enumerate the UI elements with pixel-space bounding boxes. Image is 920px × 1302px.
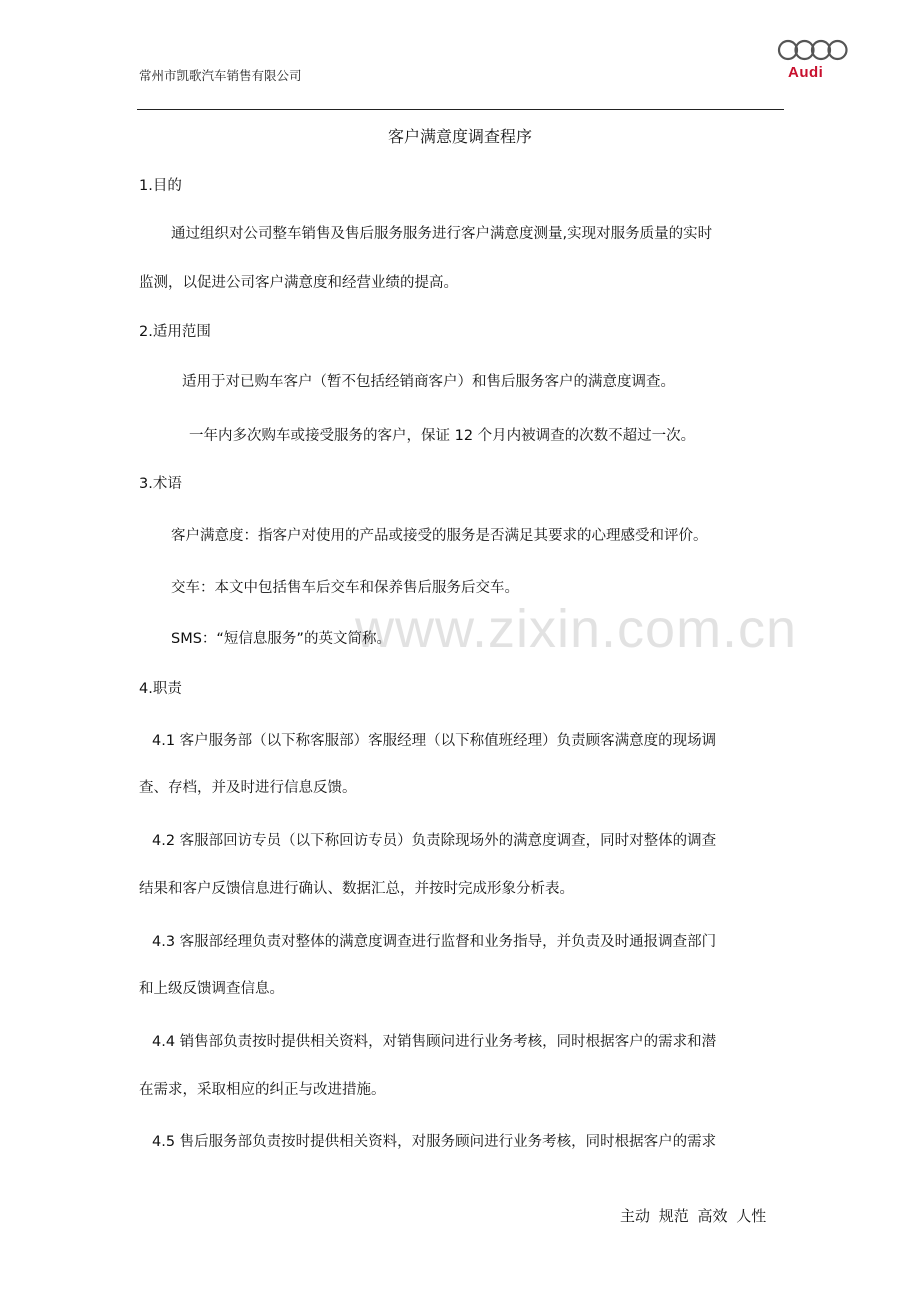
audi-logo xyxy=(777,38,849,82)
duty-4-4-line-1: 4.4 销售部负责按时提供相关资料，对销售顾问进行业务考核，同时根据客户的需求和潜 xyxy=(152,1034,717,1050)
audi-wordmark: Audi xyxy=(788,64,824,81)
scope-line-2: 一年内多次购车或接受服务的客户，保证 12 个月内被调查的次数不超过一次。 xyxy=(189,428,696,444)
duty-4-3-line-2: 和上级反馈调查信息。 xyxy=(139,981,284,997)
document-title: 客户满意度调查程序 xyxy=(387,127,532,146)
purpose-line-2: 监测，以促进公司客户满意度和经营业绩的提高。 xyxy=(139,275,458,291)
terms-line-3: SMS：“短信息服务”的英文简称。 xyxy=(171,631,391,647)
purpose-line-1: 通过组织对公司整车销售及售后服务服务进行客户满意度测量,实现对服务质量的实时 xyxy=(171,226,713,242)
section-heading-duties: 4.职责 xyxy=(139,681,182,697)
terms-line-1: 客户满意度：指客户对使用的产品或接受的服务是否满足其要求的心理感受和评价。 xyxy=(171,528,708,544)
duty-4-1-line-1: 4.1 客户服务部（以下称客服部）客服经理（以下称值班经理）负责顾客满意度的现场调 xyxy=(152,733,717,749)
duty-4-5-line-1: 4.5 售后服务部负责按时提供相关资料，对服务顾问进行业务考核，同时根据客户的需求 xyxy=(152,1134,717,1150)
scope-line-1: 适用于对已购车客户（暂不包括经销商客户）和售后服务客户的满意度调查。 xyxy=(182,374,675,390)
duty-4-3-line-1: 4.3 客服部经理负责对整体的满意度调查进行监督和业务指导，并负责及时通报调查部门 xyxy=(152,934,717,950)
section-heading-purpose: 1.目的 xyxy=(139,178,182,194)
duty-4-2-line-1: 4.2 客服部回访专员（以下称回访专员）负责除现场外的满意度调查，同时对整体的调查 xyxy=(152,833,717,849)
company-name: 常州市凯歌汽车销售有限公司 xyxy=(139,68,302,83)
audi-rings-icon xyxy=(777,38,849,64)
duty-4-4-line-2: 在需求，采取相应的纠正与改进措施。 xyxy=(139,1082,386,1098)
watermark: www.zixin.com.cn xyxy=(355,599,798,659)
section-heading-terms: 3.术语 xyxy=(139,476,182,492)
duty-4-2-line-2: 结果和客户反馈信息进行确认、数据汇总，并按时完成形象分析表。 xyxy=(139,881,574,897)
terms-line-2: 交车：本文中包括售车后交车和保养售后服务后交车。 xyxy=(171,580,519,596)
duty-4-1-line-2: 查、存档，并及时进行信息反馈。 xyxy=(139,780,357,796)
section-heading-scope: 2.适用范围 xyxy=(139,324,211,340)
footer-slogan: 主动 规范 高效 人性 xyxy=(620,1207,767,1225)
header-divider xyxy=(137,109,784,110)
